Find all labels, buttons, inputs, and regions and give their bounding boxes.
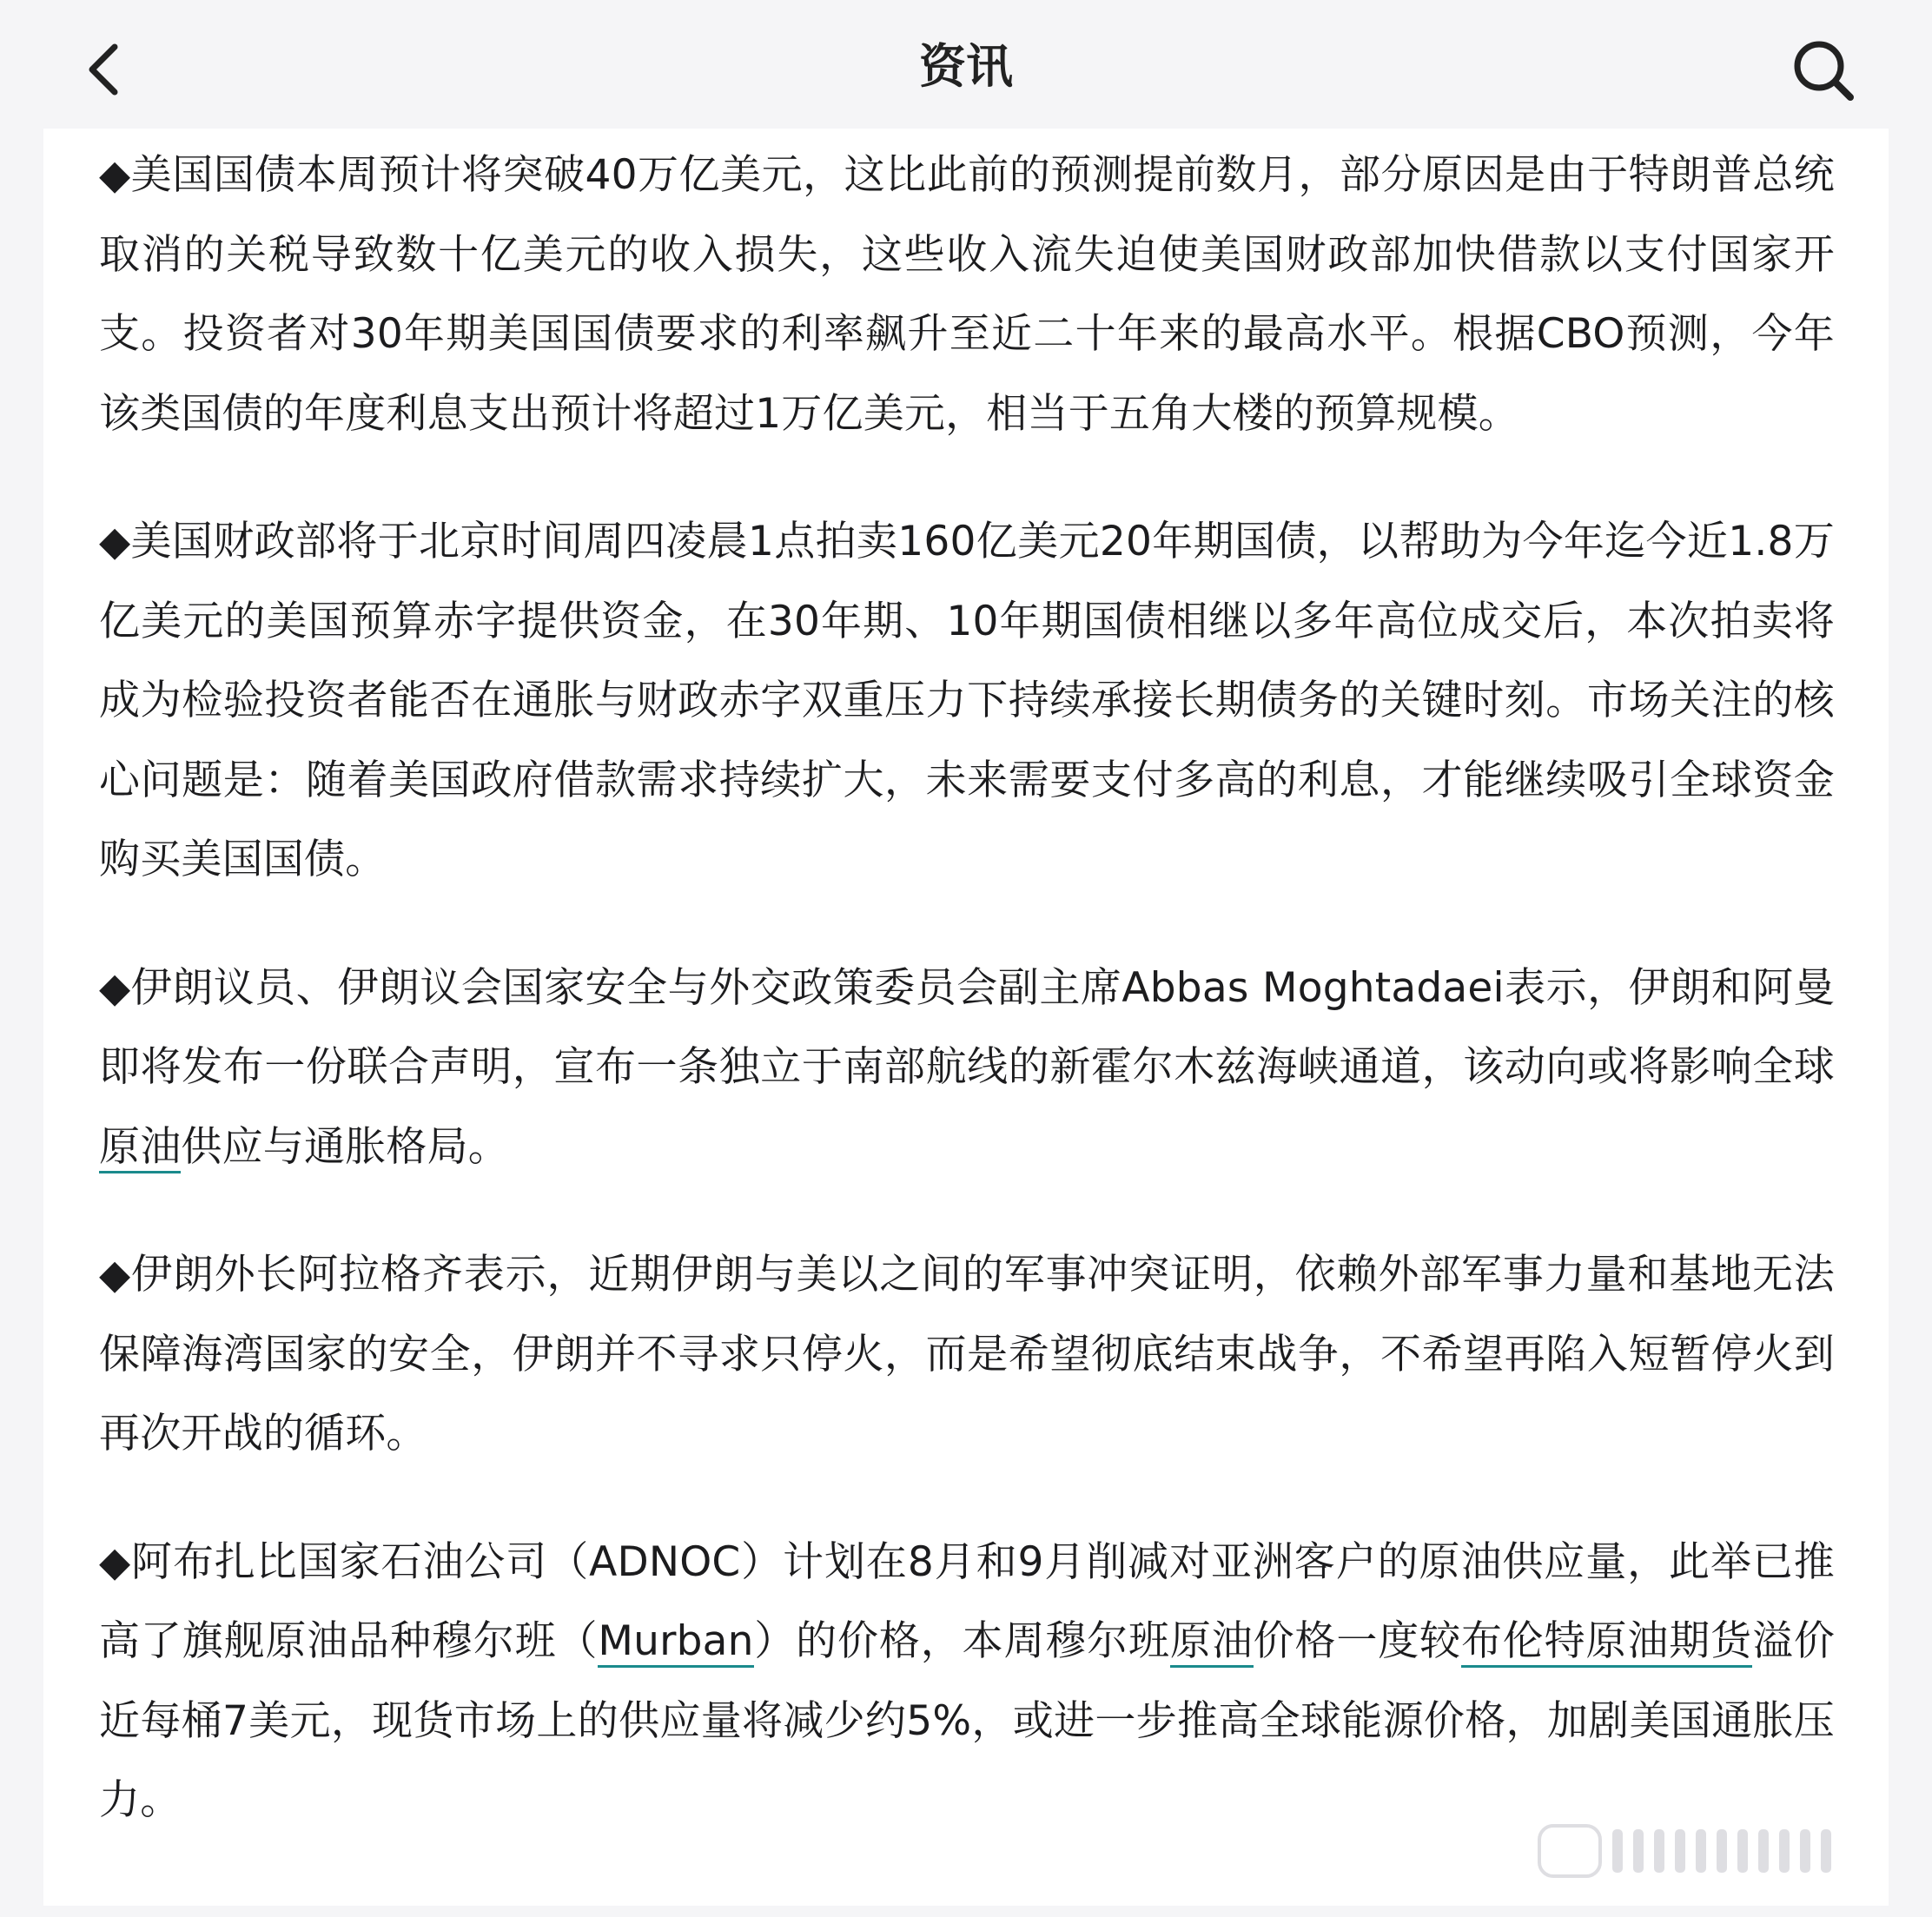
news-paragraph — [99, 1235, 1835, 1474]
news-paragraph — [99, 502, 1835, 900]
top-nav-bar — [0, 0, 1932, 130]
paragraph-text: ◆阿布扎比国家石油公司（ADNOC）计划在8月和9月削减对亚洲客户的原油供应量，此举已推高了旗舰原油品种穆尔班（ — [99, 1537, 1835, 1665]
page-title: 资讯 — [919, 39, 1013, 94]
search-icon — [1788, 35, 1861, 108]
watermark-logo — [1538, 1821, 1850, 1883]
paragraph-text: ◆美国国债本周预计将突破40万亿美元，这比此前的预测提前数月，部分原因是由于特朗普总统取消的关税导致数十亿美元的收入损失，这些收入流失迫使美国财政部加快借款以支付国家开支。投资者对30年期美国国债要求的利率飙升至近二十年来的最高水平。根据CBO预测，今年该类国债的年度利息支出预计将超过1万亿美元，相当于五角大楼的预算规模。 — [99, 151, 1835, 438]
keyword-link[interactable]: 原油 — [1170, 1617, 1254, 1668]
article-body — [99, 129, 1835, 1841]
search-button[interactable] — [1788, 35, 1861, 108]
paragraph-text: 价格一度较 — [1253, 1617, 1461, 1665]
keyword-link[interactable]: 原油 — [99, 1123, 181, 1173]
keyword-link[interactable]: Murban — [598, 1617, 753, 1668]
paragraph-text: ◆伊朗议员、伊朗议会国家安全与外交政策委员会副主席Abbas Moghtadaei表示，伊朗和阿曼即将发布一份联合声明，宣布一条独立于南部航线的新霍尔木兹海峡通道，该动向或将影响全球 — [99, 963, 1835, 1091]
paragraph-text: ◆伊朗外长阿拉格齐表示，近期伊朗与美以之间的军事冲突证明，依赖外部军事力量和基地无法保障海湾国家的安全，伊朗并不寻求只停火，而是希望彻底结束战争，不希望再陷入短暂停火到再次开战的循环。 — [99, 1251, 1835, 1458]
paragraph-text: 溢价近每桶7美元，现货市场上的供应量将减少约5%，或进一步推高全球能源价格，加剧美国通胀压力。 — [99, 1617, 1836, 1824]
news-paragraph — [99, 129, 1835, 453]
paragraph-text: ）的价格，本周穆尔班 — [753, 1617, 1170, 1665]
news-paragraph — [99, 1523, 1835, 1841]
article-card — [43, 129, 1889, 1906]
keyword-link[interactable]: 布伦特原油期货 — [1461, 1617, 1752, 1668]
news-paragraph — [99, 949, 1835, 1187]
paragraph-text: 供应与通胀格局。 — [181, 1122, 510, 1171]
paragraph-text: ◆美国财政部将于北京时间周四凌晨1点拍卖160亿美元20年期国债，以帮助为今年迄今近1.8万亿美元的美国预算赤字提供资金，在30年期、10年期国债相继以多年高位成交后，本次拍卖将成为检验投资者能否在通胀与财政赤字双重压力下持续承接长期债务的关键时刻。市场关注的核心问题是：随着美国政府借款需求持续扩大，未来需要支付多高的利息，才能继续吸引全球资金购买美国国债。 — [99, 518, 1835, 883]
